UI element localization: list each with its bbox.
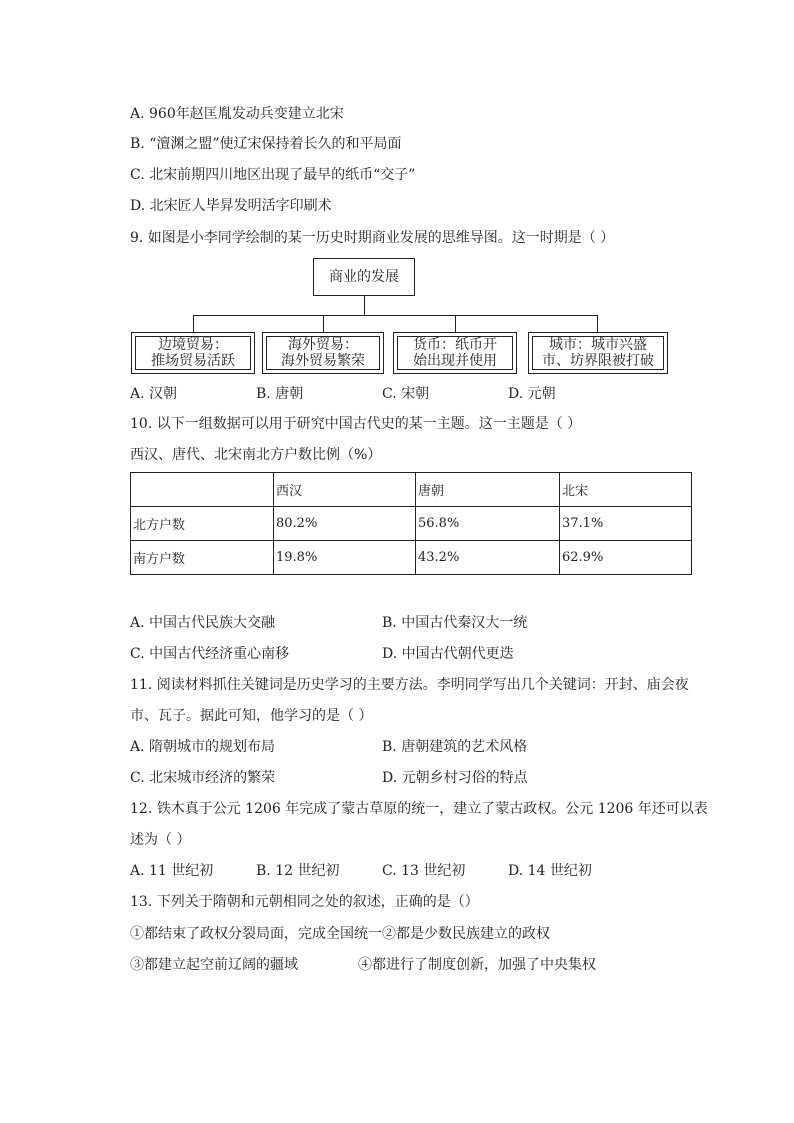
branch-2-line-2: 海外贸易繁荣: [281, 353, 365, 369]
branch-4-line-1: 城市：城市兴盛: [549, 337, 647, 353]
q11-option-a: A. 隋朝城市的规划布局: [130, 739, 276, 755]
mind-map-bar: [193, 315, 598, 316]
table-header-cell: 北宋: [560, 473, 692, 507]
branch-2-line-1: 海外贸易：: [288, 337, 358, 353]
q10-table-title: 西汉、唐代、北宋南北方户数比例（%）: [130, 447, 382, 463]
table-row: [131, 541, 692, 575]
q8-option-b: B. “澶渊之盟”使辽宋保持着长久的和平局面: [130, 136, 402, 152]
q13-statement-4: ④都进行了制度创新，加强了中央集权: [358, 957, 596, 973]
q9-option-c: C. 宋朝: [382, 386, 430, 402]
mind-map-branch-1: [131, 332, 255, 374]
table-header-row: [131, 473, 692, 507]
table-cell: 56.8%: [416, 507, 560, 541]
q9-option-a: A. 汉朝: [130, 386, 178, 402]
table-row: [131, 507, 692, 541]
mind-map-stem-3: [455, 315, 456, 332]
q10-stem: 10. 以下一组数据可以用于研究中国古代史的某一主题。这一主题是（ ）: [130, 416, 582, 432]
q10-option-c: C. 中国古代经济重心南移: [130, 646, 290, 662]
table-cell: 南方户数: [131, 541, 274, 575]
table-cell: 北方户数: [131, 507, 274, 541]
mind-map-branch-2: [262, 332, 384, 374]
q11-option-c: C. 北宋城市经济的繁荣: [130, 770, 276, 786]
q8-option-c: C. 北宋前期四川地区出现了最早的纸币“交子”: [130, 167, 416, 183]
household-ratio-table: [130, 472, 692, 575]
table-cell: 37.1%: [560, 507, 692, 541]
branch-1-line-1: 边境贸易：: [158, 337, 228, 353]
branch-4-line-2: 市、坊界限被打破: [542, 353, 654, 369]
table-cell: 43.2%: [416, 541, 560, 575]
q11-stem-line-2: 市、瓦子。据此可知，他学习的是（ ）: [130, 708, 373, 724]
q10-option-a: A. 中国古代民族大交融: [130, 615, 276, 631]
table-cell: 62.9%: [560, 541, 692, 575]
mind-map-stem-1: [193, 315, 194, 332]
q12-option-c: C. 13 世纪初: [382, 863, 466, 879]
q10-option-b: B. 中国古代秦汉大一统: [382, 615, 528, 631]
q13-statement-line-1: ①都结束了政权分裂局面，完成全国统一②都是少数民族建立的政权: [130, 926, 550, 942]
q10-option-d: D. 中国古代朝代更迭: [382, 646, 514, 662]
q12-stem-line-1: 12. 铁木真于公元 1206 年完成了蒙古草原的统一，建立了蒙古政权。公元 1206 年还可以表: [130, 801, 708, 817]
branch-3-line-2: 始出现并使用: [413, 353, 497, 369]
mind-map-trunk: [364, 296, 365, 315]
mind-map-root-label: 商业的发展: [329, 269, 399, 285]
mind-map-root: [313, 258, 415, 296]
branch-3-line-1: 货币：纸币开: [413, 337, 497, 353]
q12-stem-line-2: 述为（ ）: [130, 832, 191, 848]
q9-stem: 9. 如图是小李同学绘制的某一历史时期商业发展的思维导图。这一时期是（ ）: [130, 230, 615, 246]
q9-option-b: B. 唐朝: [256, 386, 304, 402]
mind-map-stem-2: [323, 315, 324, 332]
table-cell: 80.2%: [274, 507, 416, 541]
q8-option-d: D. 北宋匠人毕昇发明活字印刷术: [130, 198, 332, 214]
mind-map-branch-4: [528, 332, 668, 374]
q12-option-a: A. 11 世纪初: [130, 863, 214, 879]
table-header-cell: 唐朝: [416, 473, 560, 507]
table-header-cell: [131, 473, 274, 507]
q13-stem: 13. 下列关于隋朝和元朝相同之处的叙述，正确的是（）: [130, 894, 479, 910]
branch-1-line-2: 推场贸易活跃: [151, 353, 235, 369]
table-header-cell: 西汉: [274, 473, 416, 507]
mind-map-stem-4: [597, 315, 598, 332]
q11-stem-line-1: 11. 阅读材料抓住关键词是历史学习的主要方法。李明同学写出几个关键词：开封、庙会夜: [130, 677, 689, 693]
q12-option-b: B. 12 世纪初: [256, 863, 340, 879]
q13-statement-3: ③都建立起空前辽阔的疆域: [130, 957, 298, 973]
q11-option-b: B. 唐朝建筑的艺术风格: [382, 739, 528, 755]
q9-option-d: D. 元朝: [508, 386, 556, 402]
q12-option-d: D. 14 世纪初: [508, 863, 592, 879]
mind-map-branch-3: [393, 332, 517, 374]
q11-option-d: D. 元朝乡村习俗的特点: [382, 770, 528, 786]
table-cell: 19.8%: [274, 541, 416, 575]
q8-option-a: A. 960年赵匡胤发动兵变建立北宋: [130, 106, 344, 122]
